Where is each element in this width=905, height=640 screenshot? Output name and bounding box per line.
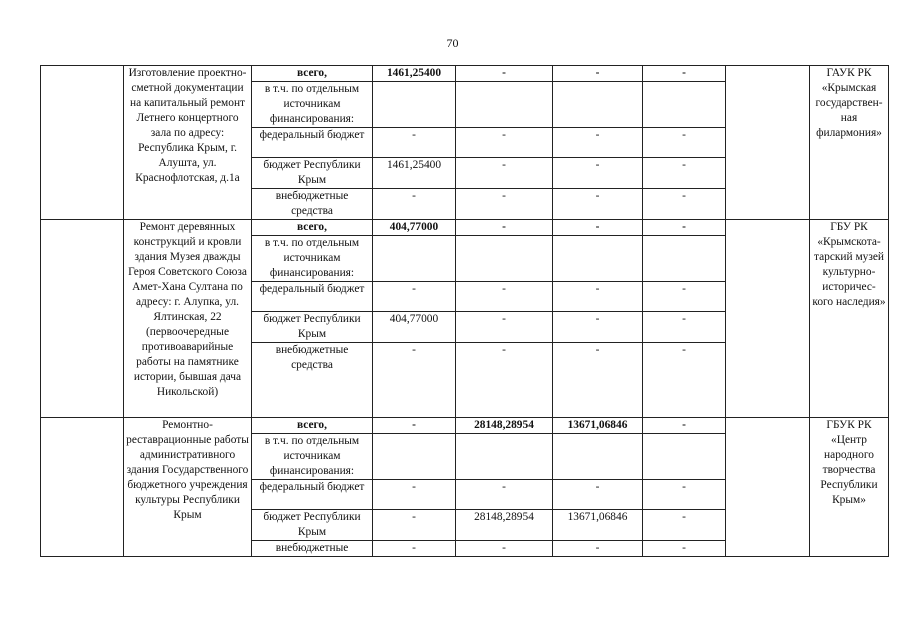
funding-source-label: всего, [252,220,373,236]
row-number-cell [41,418,124,557]
amount-cell [643,236,726,282]
organization-cell: ГБУ РК «Крымскота-тарский музей культурно-историчес-кого наследия» [810,220,889,418]
amount-cell [373,434,456,480]
amount-cell: 1461,25400 [373,158,456,189]
measure-name: Ремонт деревянных конструкций и кровли здания Музея дважды Героя Советского Союза Амет-Хана Султана по адресу: г. Алупка, ул. Ялтинская, 22 (первоочередные противоаварийные работы на памятнике истории, бывшая дача Никольской) [124,220,252,418]
funding-source-label: внебюджетные средства [252,189,373,220]
funding-source-label: федеральный бюджет [252,480,373,510]
amount-cell: - [373,541,456,557]
amount-cell: - [553,66,643,82]
table-row [41,220,889,236]
measure-name: Ремонтно-реставрационные работы административного здания Государственного бюджетного учреждения культуры Республики Крым [124,418,252,557]
row-number-cell [41,66,124,220]
amount-cell: 13671,06846 [553,418,643,434]
table-row [41,66,889,82]
amount-cell: - [456,189,553,220]
amount-cell [373,82,456,128]
amount-cell [456,236,553,282]
funding-source-label: бюджет Республики Крым [252,312,373,343]
amount-cell: - [643,480,726,510]
funding-source-label: всего, [252,418,373,434]
amount-cell: 404,77000 [373,220,456,236]
funding-source-label: внебюджетные средства [252,343,373,418]
empty-column-cell [726,418,810,557]
amount-cell: - [456,220,553,236]
amount-cell: 28148,28954 [456,510,553,541]
amount-cell [456,82,553,128]
amount-cell: - [456,343,553,418]
amount-cell: - [643,128,726,158]
amount-cell: - [553,480,643,510]
amount-cell: - [456,312,553,343]
empty-column-cell [726,66,810,220]
amount-cell: - [553,158,643,189]
amount-cell: - [456,480,553,510]
amount-cell: - [456,282,553,312]
amount-cell: - [643,510,726,541]
amount-cell: 1461,25400 [373,66,456,82]
amount-cell: - [553,220,643,236]
funding-source-label: в т.ч. по отдельным источникам финансирования: [252,434,373,480]
funding-source-label: федеральный бюджет [252,128,373,158]
amount-cell: - [553,282,643,312]
funding-source-label: в т.ч. по отдельным источникам финансирования: [252,82,373,128]
funding-source-label: в т.ч. по отдельным источникам финансирования: [252,236,373,282]
amount-cell [553,236,643,282]
amount-cell: - [643,282,726,312]
amount-cell: - [456,541,553,557]
amount-cell [553,82,643,128]
amount-cell [553,434,643,480]
amount-cell: - [553,541,643,557]
amount-cell: - [373,282,456,312]
amount-cell: - [456,158,553,189]
amount-cell: - [643,158,726,189]
amount-cell: - [643,220,726,236]
row-number-cell [41,220,124,418]
amount-cell [643,82,726,128]
amount-cell [643,434,726,480]
amount-cell: - [373,480,456,510]
amount-cell: - [643,418,726,434]
table-row [41,418,889,434]
amount-cell: - [456,128,553,158]
funding-source-label: бюджет Республики Крым [252,158,373,189]
amount-cell: - [373,343,456,418]
amount-cell: - [373,128,456,158]
amount-cell: - [373,510,456,541]
funding-source-label: федеральный бюджет [252,282,373,312]
funding-source-label: бюджет Республики Крым [252,510,373,541]
amount-cell: - [643,189,726,220]
page-number: 70 [446,36,459,50]
amount-cell: 404,77000 [373,312,456,343]
amount-cell: - [456,66,553,82]
amount-cell: 28148,28954 [456,418,553,434]
amount-cell: - [553,312,643,343]
amount-cell: - [373,189,456,220]
financing-table [40,65,889,557]
amount-cell: - [643,541,726,557]
amount-cell: - [553,189,643,220]
table-body [41,66,889,557]
funding-source-label: внебюджетные [252,541,373,557]
amount-cell: - [643,343,726,418]
amount-cell: - [373,418,456,434]
amount-cell: - [553,128,643,158]
amount-cell: 13671,06846 [553,510,643,541]
amount-cell [456,434,553,480]
organization-cell: ГАУК РК «Крымская государствен-ная филармония» [810,66,889,220]
amount-cell: - [643,312,726,343]
empty-column-cell [726,220,810,418]
funding-source-label: всего, [252,66,373,82]
amount-cell [373,236,456,282]
amount-cell: - [643,66,726,82]
amount-cell: - [553,343,643,418]
measure-name: Изготовление проектно-сметной документации на капитальный ремонт Летнего концертного зала по адресу: Республика Крым, г. Алушта, ул. Краснофлотская, д.1а [124,66,252,220]
organization-cell: ГБУК РК «Центр народного творчества Республики Крым» [810,418,889,557]
